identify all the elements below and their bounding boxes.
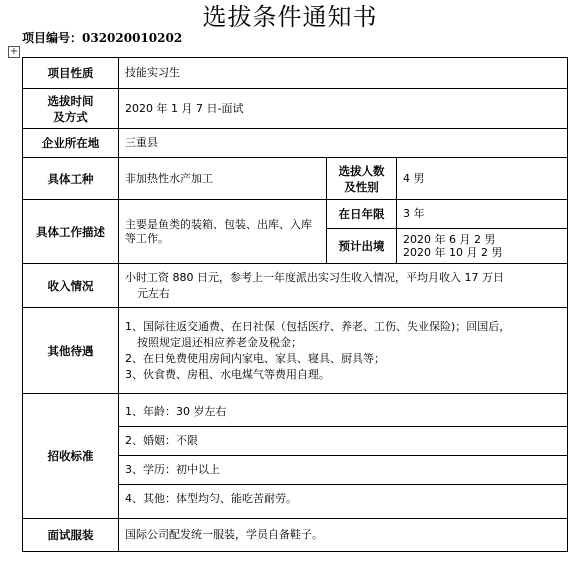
depart-label: 预计出境 — [327, 229, 397, 264]
count-label-line2: 及性别 — [344, 179, 379, 194]
page-title: 选拔条件通知书 — [202, 3, 378, 31]
income-line2: 元左右 — [137, 286, 170, 300]
income-line1: 小时工资 880 日元，参考上一年度派出实习生收入情况，平均月收入 17 万日 — [125, 270, 504, 284]
time-label — [23, 89, 119, 129]
benefits-line3: 2、在日免费使用房间内家电、家具、寝具、厨具等； — [125, 351, 385, 365]
benefits-line1: 1、国际往返交通费、在日社保（包括医疗、养老、工伤、失业保险)；回国后， — [125, 319, 511, 333]
dress-value: 国际公司配发统一服装，学员自备鞋子。 — [119, 519, 568, 552]
row-nature — [23, 58, 568, 89]
count-label-line1: 选拔人数 — [338, 163, 385, 178]
time-label-line2: 及方式 — [53, 109, 88, 124]
row-location — [23, 129, 568, 158]
count-value: 4 男 — [397, 158, 568, 200]
criteria-item-2: 2、婚姻：不限 — [119, 427, 567, 456]
count-label — [327, 158, 397, 200]
row-job — [23, 158, 568, 200]
depart-line1: 2020 年 6 月 2 男 — [403, 233, 496, 246]
time-value: 2020 年 1 月 7 日-面试 — [119, 89, 568, 129]
benefits-value — [119, 308, 568, 394]
criteria-item-1: 1、年龄：30 岁左右 — [119, 398, 567, 427]
benefits-line4: 3、伙食费、房租、水电煤气等费用自理。 — [125, 367, 330, 381]
row-benefits — [23, 308, 568, 394]
dress-label: 面试服装 — [23, 519, 119, 552]
income-label: 收入情况 — [23, 264, 119, 308]
criteria-item-4: 4、其他：体型均匀、能吃苦耐劳。 — [125, 492, 297, 505]
row-desc-1 — [23, 200, 568, 229]
criteria-value — [119, 394, 568, 519]
desc-value: 主要是鱼类的装箱、包装、出库、入库等工作。 — [119, 200, 327, 264]
depart-value — [397, 229, 568, 264]
criteria-item-3: 3、学历：初中以上 — [119, 456, 567, 485]
depart-line2: 2020 年 10 月 2 男 — [403, 246, 503, 259]
selection-table — [22, 57, 568, 552]
location-label: 企业所在地 — [23, 129, 119, 158]
nature-value: 技能实习生 — [119, 58, 568, 89]
row-dress — [23, 519, 568, 552]
row-income — [23, 264, 568, 308]
job-value: 非加热性水产加工 — [119, 158, 327, 200]
years-label: 在日年限 — [327, 200, 397, 229]
row-time — [23, 89, 568, 129]
benefits-line2: 按照规定退还相应养老金及税金； — [137, 335, 302, 349]
desc-label: 具体工作描述 — [23, 200, 119, 264]
location-value: 三重县 — [119, 129, 568, 158]
criteria-label: 招收标准 — [23, 394, 119, 519]
row-criteria — [23, 394, 568, 519]
job-label: 具体工种 — [23, 158, 119, 200]
nature-label: 项目性质 — [23, 58, 119, 89]
years-value: 3 年 — [397, 200, 568, 229]
table-move-handle-icon[interactable]: + — [9, 46, 19, 57]
income-value — [119, 264, 568, 308]
benefits-label: 其他待遇 — [23, 308, 119, 394]
time-label-line1: 选拔时间 — [47, 93, 94, 108]
project-number: 项目编号：032020010202 — [22, 31, 183, 45]
